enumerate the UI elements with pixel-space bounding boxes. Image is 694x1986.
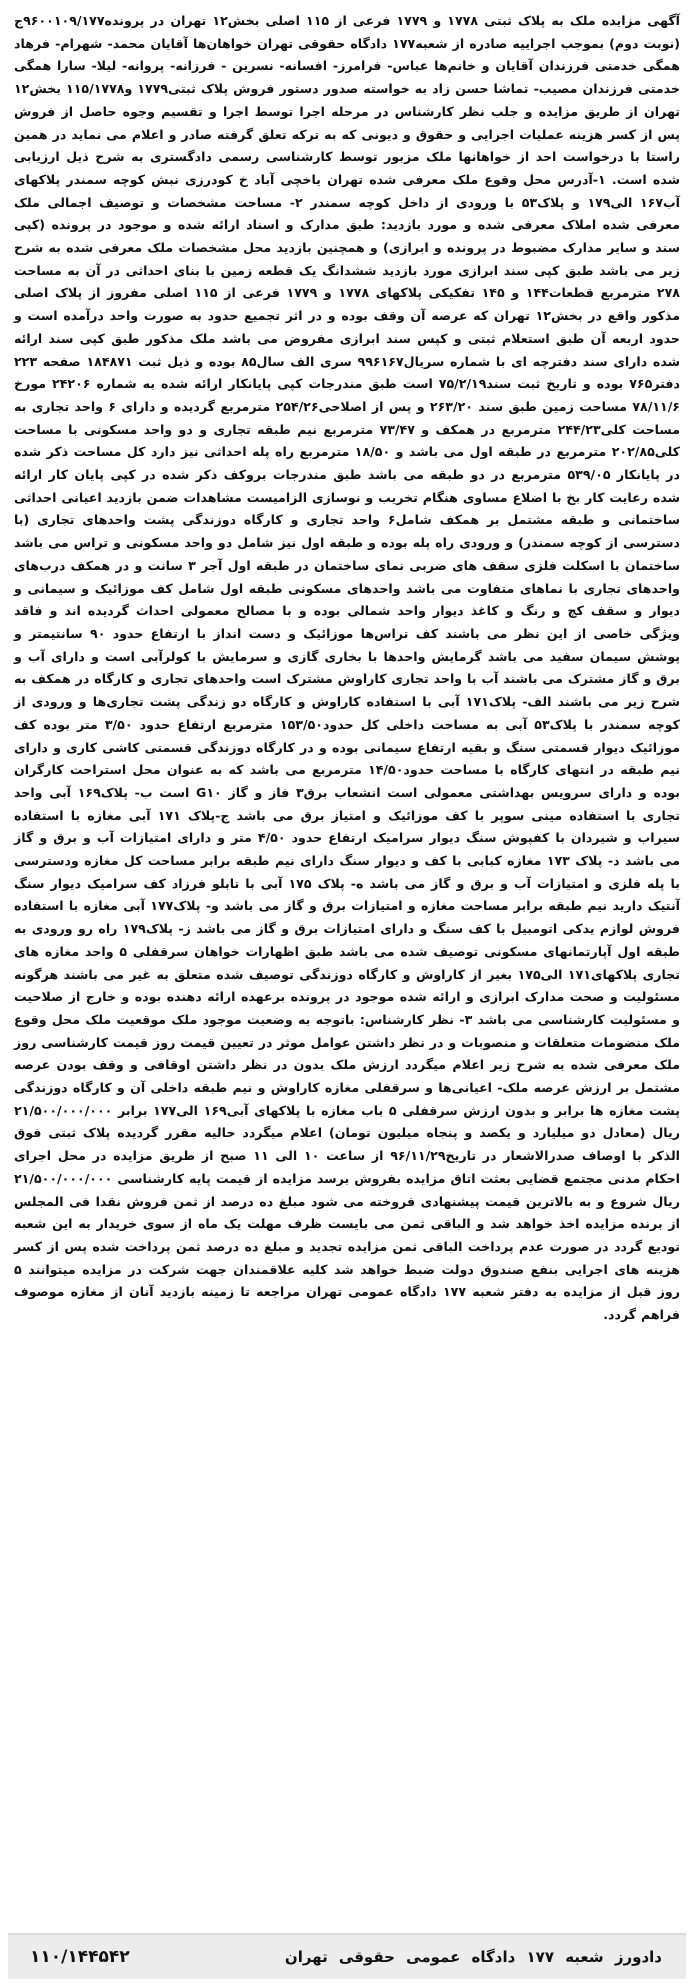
notice-footer bbox=[8, 1933, 686, 1979]
reference-number: ۱۱۰/۱۴۴۵۴۲ bbox=[30, 1947, 130, 1967]
issuer-signature: دادورز شعبه ۱۷۷ دادگاه عمومی حقوقی تهران bbox=[284, 1948, 662, 1966]
notice-body-text: آگهی مزایده ملک به پلاک ثبتی ۱۷۷۸ و ۱۷۷۹ فرعی از ۱۱۵ اصلی بخش۱۲ تهران در پرونده۹۶۰۰۱۰۹/۱۷۷ج (نوبت دوم) بموجب اجراییه صادره از شعبه۱۷۷ دادگاه حقوقی تهران خواهان‌ها آقایان محمد- شهرام- فرهاد همگی خدمتی فرزندان آقایان و خانم‌ها عباس- فرامرز- افسانه- نسرین - فرزانه- پروانه- لیلا- سارا همگی خدمتی فرزندان مصیب- تماشا حسن زاد به خواسته صدور دستور فروش پلاک ثبتی۱۷۷۹ و۱۱۵/۱۷۷۸ بخش۱۲ تهران از طریق مزایده و جلب نظر کارشناس در مرحله اجرا توسط اجرا و تقسیم وجوه حاصل از فروش پس از کسر هزینه عملیات اجرایی و حقوق و دیونی که به ترکه تعلق گرفته صادر و اعلام می نماید در همین راستا با درخواست احد از خواهانها ملک مزبور توسط کارشناسی رسمی دادگستری به شرح ذیل ارزیابی شده است. ۱-آدرس محل وقوع ملک معرفی شده تهران یاخچی آباد خ کودرزی نبش کوچه سمندر پلاکهای آب۱۶۷ الی۱۷۹ و پلاک۵۳ با ورودی از داخل کوچه سمندر ۲- مساحت مشخصات و توصیف اجمالی ملک معرفی شده املاک معرفی شده و مورد بازدید: طبق مدارک و اسناد ارائه شده و موجود در پرونده (کپی سند و سایر مدارک مضبوط در پرونده و ابرازی) و همچنین بازدید محل مشخصات ملک معرفی شده به شرح زیر می باشد طبق کپی سند ابرازی مورد بازدید ششدانگ یک قطعه زمین با بنای احداثی در آن به مساحت ۲۷۸ مترمربع قطعات۱۴۴ و ۱۴۵ تفکیکی پلاکهای ۱۷۷۸ و ۱۷۷۹ فرعی از ۱۱۵ اصلی مفروز از پلاک اصلی مذکور واقع در بخش۱۲ تهران که عرصه آن وقف بوده و در اثر تجمیع حدود به صورت واحد درآمده است و حدود اربعه آن طبق استعلام ثبتی و کپس سند ابرازی مفروض می باشد ملک مذکور طبق کپی سند ارائه شده دارای سند دفترچه ای با شماره سریال۹۹۶۱۶۷ سری الف سال۸۵ بوده و ذیل ثبت ۱۸۴۸۷۱ صفحه ۲۲۳ دفتر۷۶۵ بوده و تاریخ ثبت سند۷۵/۲/۱۹ است طبق مندرجات کپی پایانکار ارائه شده به شماره ۲۴۲۰۶ مورخ ۷۸/۱۱/۶ مساحت زمین طبق سند ۲۶۳/۲۰ و پس از اصلاحی۲۵۴/۲۶ مترمربع گردیده و دارای ۶ واحد تجاری به مساحت کلی۲۴۴/۲۳ مترمربع در همکف و ۷۳/۴۷ مترمربع نیم طبقه تجاری و دو واحد مسکونی با مساحت کلی۲۰۲/۸۵ مترمربع در طبقه اول می باشد و ۱۸/۵۰ مترمربع راه پله احداثی نیز دارد کل مساحت ذکر شده در پایانکار ۵۳۹/۰۵ مترمربع در دو طبقه می باشد طبق مندرجات بروکف ذکر شده در کپی پایان کار ارائه شده رعایت کار بخ با اضلاع مساوی هنگام تخریب و نوسازی الزامیست مشاهدات ضمن بازدید اعیانی احداثی ساختمانی و طبقه مشتمل بر همکف شامل۶ واحد تجاری و کارگاه دوزندگی پشت واحدهای تجاری (با دسترسی از کوچه سمندر) و ورودی راه پله بوده و طبقه اول نیز شامل دو واحد مسکونی و تراس می باشد ساختمان با اسکلت فلزی سقف های ضربی نمای ساختمان در طبقه اول آجر ۳ سانت و در همکف درب‌های واحدهای تجاری با نماهای متفاوت می باشد واحدهای مسکونی طبقه اول شامل کف موزائیک و سیمانی و دیوار و سقف کچ و رنگ و کاغذ دیوار واحد شمالی بوده و با مصالح معمولی احداث گردیده اند و فاقد ویژگی خاصی از این نظر می باشند کف تراس‌ها موزائیک و دست انداز با ارتفاع حدود ۹۰ سانتیمتر و پوشش سیمان سفید می باشد گرمایش واحدها با بخاری گازی و سرمایش با کولرآبی است و دارای آب و برق و گاز مشترک می باشند آب با واحد تجاری کاراوش مشترک است واحدهای تجاری و کارگاه در همکف به شرح زیر می باشند الف- پلاک۱۷۱ آبی با استفاده کاراوش و کارگاه دو زندگی پشت تجاری‌ها و ورودی از کوچه سمندر با پلاک۵۳ آبی به مساحت داخلی کل حدود۱۵۳/۵۰ مترمربع ارتفاع حدود ۳/۵۰ متر بوده کف موزائیک دیوار قسمتی سنگ و بقیه ارتفاع سیمانی بوده و در کارگاه دوزندگی قسمتی کاشی کاری و دارای نیم طبقه در انتهای کارگاه با مساحت حدود۱۴/۵۰ مترمربع می باشد که به عنوان محل استراحت کارگران بوده و دارای سرویس بهداشتی معمولی است انشعاب برق۳ فاز و گاز G۱۰ است ب- پلاک۱۶۹ آبی واحد تجاری با استفاده مینی سوپر با کف موزائیک و امتیاز برق می باشد ج-پلاک ۱۷۱ آبی مغازه با استفاده سیراب و شیردان با کفپوش سنگ دیوار سرامیک ارتفاع حدود ۴/۵۰ متر و دارای امتیازات آب و برق و گاز می باشد د- پلاک ۱۷۳ مغازه کبابی با کف و دیوار سنگ دارای نیم طبقه برابر مساحت کل مغازه ودسترسی با پله فلزی و امتیازات آب و برق و گاز می باشد ه- پلاک ۱۷۵ آبی با تابلو فرزاد کف سرامیک دیوار سنگ آنتیک دارید نیم طبقه برابر مساحت مغازه و امتیازات برق و گاز می باشد و- پلاک۱۷۷ آبی مغازه با استفاده فروش لوازم یدکی اتومبیل با کف سنگ و دارای امتیازات برق و گاز می باشد ز- پلاک۱۷۹ راه رو ورودی به طبقه اول آپارتمانهای مسکونی توصیف شده می باشد طبق اظهارات خواهان سرقفلی ۵ واحد مغازه های تجاری پلاکهای۱۷۱ الی۱۷۵ بغیر از کاراوش و کارگاه دوزندگی توصیف شده متعلق به غیر می باشند هرگونه مسئولیت و صحت مدارک ابرازی و ارائه شده موجود در پرونده برعهده ارائه دهنده بوده و خارج از صلاحیت و مسئولیت کارشناسی می باشد ۳- نظر کارشناس: باتوجه به وضعیت موجود ملک موقعیت ملک محل وقوع ملک منضومات متعلقات و منصوبات و در نظر داشتن عوامل موثر در تعیین قیمت روز قیمت کارشناسی روز ملک معرفی شده به شرح زیر اعلام میگردد ارزش ملک بدون در نظر داشتن اوقافی و وقف بودن عرصه مشتمل بر ارزش عرصه ملک- اعیانی‌ها و سرقفلی مغازه کاراوش و نیم طبقه داخلی آن و کارگاه دوزندگی پشت مغازه ها برابر و بدون ارزش سرقفلی ۵ باب مغازه با پلاکهای آبی۱۶۹ الی۱۷۷ برابر ۲۱/۵۰۰/۰۰۰/۰۰۰ ریال (معادل دو میلیارد و یکصد و پنجاه میلیون تومان) اعلام میگردد حالیه مقرر گردیده پلاک ثبتی فوق الذکر با اوصاف صدرالاشعار در تاریخ۹۶/۱۱/۲۹ از ساعت ۱۰ الی ۱۱ صبح از طریق مزایده در محل اجرای احکام مدنی مجتمع قضایی بعثت اتاق مزایده بفروش برسد مزایده از قیمت پایه کارشناسی ۲۱/۵۰۰/۰۰۰/۰۰۰ ریال شروع و به بالاترین قیمت پیشنهادی فروخته می شود مبلغ ده درصد از ثمن فروش نقدا فی المجلس از برنده مزایده اخذ خواهد شد و الباقی ثمن می بایست ظرف مهلت یک ماه از سوی خریدار به این شعبه تودیع گردد در صورت عدم پرداخت الباقی ثمن مزایده تجدید و مبلغ ده درصد ثمن پرداخت شده پس از کسر هزینه های اجرایی بنفع صندوق دولت ضبط خواهد شد کلیه علاقمندان جهت شرکت در مزایده میتوانند ۵ روز قبل از مزایده به دفتر شعبه ۱۷۷ دادگاه عمومی تهران مراجعه تا زمینه بازدید آنان از مغازه موصوف فراهم گردد. bbox=[14, 13, 681, 1323]
